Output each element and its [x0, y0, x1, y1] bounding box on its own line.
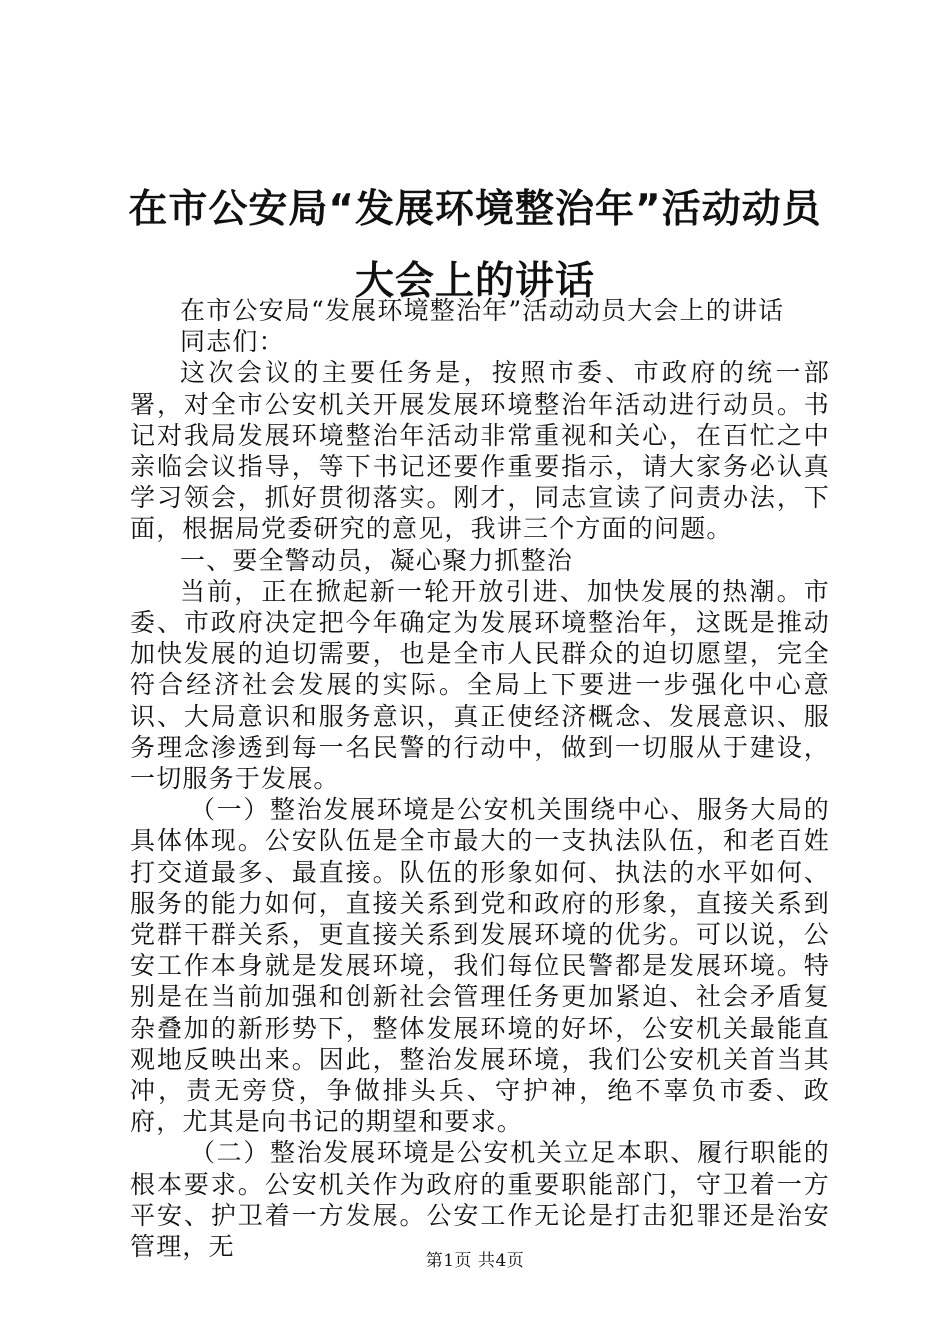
document-body	[130, 295, 830, 1262]
body-paragraph: 当前，正在掀起新一轮开放引进、加快发展的热潮。市委、市政府决定把今年确定为发展环境整治年，这既是推动加快发展的迫切需要，也是全市人民群众的迫切愿望，完全符合经济社会发展的实际。全局上下要进一步强化中心意识、大局意识和服务意识，真正使经济概念、发展意识、服务理念渗透到每一名民警的行动中，做到一切服从于建设，一切服务于发展。	[130, 576, 830, 794]
subtitle-paragraph: 在市公安局“发展环境整治年”活动动员大会上的讲话	[180, 296, 785, 325]
body-paragraph: （二）整治发展环境是公安机关立足本职、履行职能的根本要求。公安机关作为政府的重要职能部门，守卫着一方平安、护卫着一方发展。公安工作无论是打击犯罪还是治安管理，无	[130, 1138, 830, 1262]
body-paragraph: （一）整治发展环境是公安机关围绕中心、服务大局的具体体现。公安队伍是全市最大的一支执法队伍，和老百姓打交道最多、最直接。队伍的形象如何、执法的水平如何、服务的能力如何，直接关系到党和政府的形象，直接关系到党群干群关系，更直接关系到发展环境的优劣。可以说，公安工作本身就是发展环境，我们每位民警都是发展环境。特别是在当前加强和创新社会管理任务更加紧迫、社会矛盾复杂叠加的新形势下，整体发展环境的好坏，公安机关最能直观地反映出来。因此，整治发展环境，我们公安机关首当其冲，责无旁贷，争做排头兵、守护神，绝不辜负市委、政府，尤其是向书记的期望和要求。	[130, 795, 830, 1137]
salutation-paragraph: 同志们：	[180, 327, 285, 357]
page-number-footer: 第1页 共4页	[425, 1251, 525, 1271]
document-title: 在市公安局“发展环境整治年”活动动员大会上的讲话	[128, 187, 822, 304]
section-heading-1: 一、要全警动员，凝心聚力抓整治	[180, 545, 574, 575]
intro-paragraph: 这次会议的主要任务是，按照市委、市政府的统一部署，对全市公安机关开展发展环境整治年活动进行动员。书记对我局发展环境整治年活动非常重视和关心，在百忙之中亲临会议指导，等下书记还要作重要指示，请大家务必认真学习领会，抓好贯彻落实。刚才，同志宣读了问责办法，下面，根据局党委研究的意见，我讲三个方面的问题。	[130, 358, 830, 544]
